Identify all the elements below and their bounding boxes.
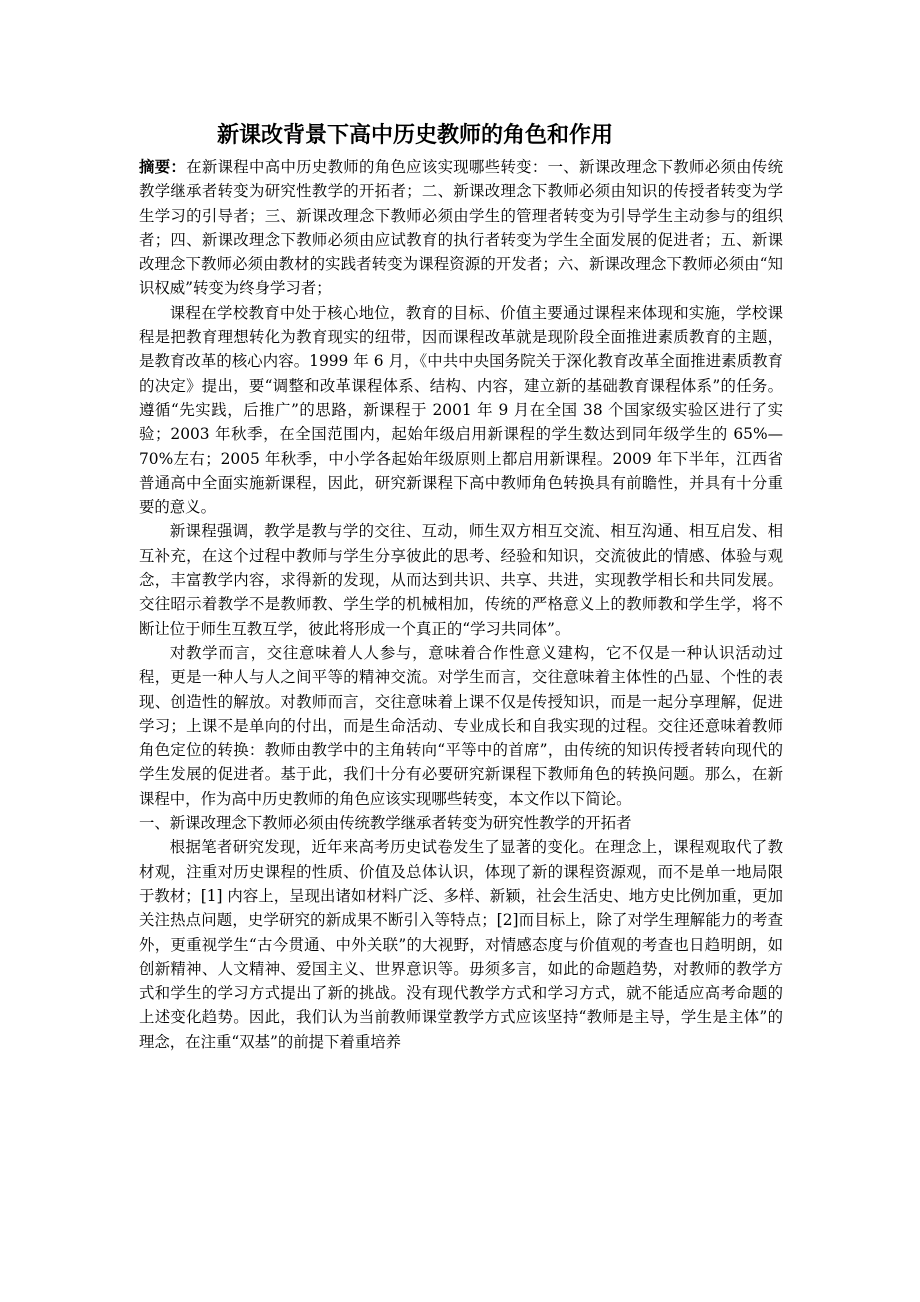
document-body [139, 155, 783, 1054]
body-paragraph-2: 新课程强调，教学是教与学的交往、互动，师生双方相互交流、相互沟通、相互启发、相互补充，在这个过程中教师与学生分享彼此的思考、经验和知识，交流彼此的情感、体验与观念，丰富教学内容，求得新的发现，从而达到共识、共享、共进，实现教学相长和共同发展。交往昭示着教学不是教师教、学生学的机械相加，传统的严格意义上的教师教和学生学，将不断让位于师生互教互学，彼此将形成一个真正的“学习共同体”。 [139, 522, 783, 638]
abstract-paragraph [139, 155, 783, 301]
section-paragraph: 根据笔者研究发现，近年来高考历史试卷发生了显著的变化。在理念上，课程观取代了教材观，注重对历史课程的性质、价值及总体认识，体现了新的课程资源观，而不是单一地局限于教材；[1] 内容上，呈现出诸如材料广泛、多样、新颖，社会生活史、地方史比例加重，更加关注热点问题，史学研究的新成果不断引入等特点；[2]而目标上，除了对学生理解能力的考查外，更重视学生“古今贯通、中外关联”的大视野，对情感态度与价值观的考查也日趋明朗，如创新精神、人文精神、爱国主义、世界意识等。毋须多言，如此的命题趋势，对教师的教学方式和学生的学习方式提出了新的挑战。没有现代教学方式和学习方式，就不能适应高考命题的上述变化趋势。因此，我们认为当前教师课堂教学方式应该坚持“教师是主导，学生是主体”的理念，在注重“双基”的前提下着重培养 [139, 838, 783, 1051]
section-heading: 一、新课改理念下教师必须由传统教学继承者转变为研究性教学的开拓者 [139, 814, 632, 833]
body-paragraph-1: 课程在学校教育中处于核心地位，教育的目标、价值主要通过课程来体现和实施，学校课程是把教育理想转化为教育现实的纽带，因而课程改革就是现阶段全面推进素质教育的主题，是教育改革的核心内容。1999 年 6 月，《中共中央国务院关于深化教育改革全面推进素质教育的决定》提出，要“调整和改革课程体系、结构、内容，建立新的基础教育课程体系”的任务。遵循“先实践，后推广”的思路，新课程于 2001 年 9 月在全国 38 个国家级实验区进行了实验；2003 年秋季，在全国范围内，起始年级启用新课程的学生数达到同年级学生的 65%—70%左右；2005 年秋季，中小学各起始年级原则上都启用新课程。2009 年下半年，江西省普通高中全面实施新课程，因此，研究新课程下高中教师角色转换具有前瞻性，并具有十分重要的意义。 [139, 303, 783, 517]
body-paragraph-3: 对教学而言，交往意味着人人参与，意味着合作性意义建构，它不仅是一种认识活动过程，更是一种人与人之间平等的精神交流。对学生而言，交往意味着主体性的凸显、个性的表现、创造性的解放。对教师而言，交往意味着上课不仅是传授知识，而是一起分享理解，促进学习；上课不是单向的付出，而是生命活动、专业成长和自我实现的过程。交往还意味着教师角色定位的转换：教师由教学中的主角转向“平等中的首席”，由传统的知识传授者转向现代的学生发展的促进者。基于此，我们十分有必要研究新课程下教师角色的转换问题。那么，在新课程中，作为高中历史教师的角色应该实现哪些转变，本文作以下简论。 [139, 643, 783, 808]
abstract-text: 在新课程中高中历史教师的角色应该实现哪些转变：一、新课改理念下教师必须由传统教学继承者转变为研究性教学的开拓者；二、新课改理念下教师必须由知识的传授者转变为学生学习的引导者；三、新课改理念下教师必须由学生的管理者转变为引导学生主动参与的组织者；四、新课改理念下教师必须由应试教育的执行者转变为学生全面发展的促进者；五、新课改理念下教师必须由教材的实践者转变为课程资源的开发者；六、新课改理念下教师必须由“知识权威”转变为终身学习者； [139, 158, 783, 298]
document-title: 新课改背景下高中历史教师的角色和作用 [217, 122, 614, 148]
abstract-label: 摘要： [139, 158, 187, 176]
